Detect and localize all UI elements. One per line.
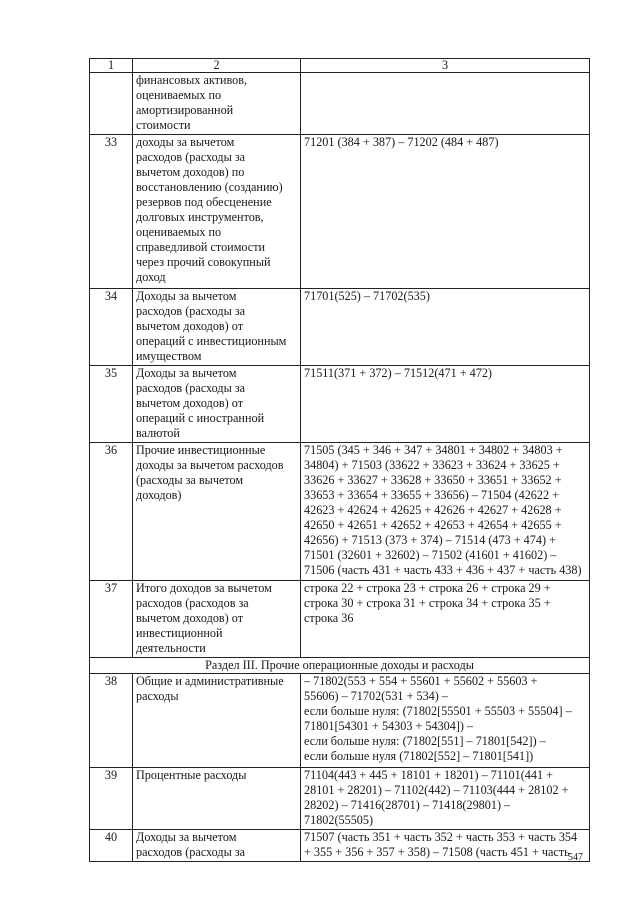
page-number: 547 bbox=[568, 852, 583, 863]
row-name: Процентные расходы bbox=[133, 768, 301, 830]
row-formula: 71201 (384 + 387) – 71202 (484 + 487) bbox=[301, 135, 590, 289]
row-number bbox=[90, 73, 133, 135]
row-number: 33 bbox=[90, 135, 133, 289]
row-number: 35 bbox=[90, 366, 133, 443]
header-col-2: 2 bbox=[133, 59, 301, 73]
table-row bbox=[90, 135, 590, 289]
row-name: Доходы за вычетом расходов (расходы за вычетом доходов) от операций с инвестиционным имуществом bbox=[133, 289, 301, 366]
row-formula: 71701(525) – 71702(535) bbox=[301, 289, 590, 366]
row-name: доходы за вычетом расходов (расходы за вычетом доходов) по восстановлению (созданию) резервов под обесценение долговых инструментов, оцениваемых по справедливой стоимости через прочий совокупный доход bbox=[133, 135, 301, 289]
row-name: Доходы за вычетом расходов (расходы за вычетом доходов) от операций с иностранной валютой bbox=[133, 366, 301, 443]
table-header-row bbox=[90, 59, 590, 73]
row-name: Общие и административные расходы bbox=[133, 674, 301, 768]
row-number: 36 bbox=[90, 443, 133, 581]
section-row bbox=[90, 658, 590, 674]
data-table bbox=[89, 58, 590, 862]
row-formula: 71104(443 + 445 + 18101 + 18201) – 71101(441 + 28101 + 28201) – 71102(442) – 71103(444 + 28102 + 28202) – 71416(28701) – 71418(29801) – 71802(55505) bbox=[301, 768, 590, 830]
row-formula: 71507 (часть 351 + часть 352 + часть 353 + часть 354 + 355 + 356 + 357 + 358) – 71508 (часть 451 + часть bbox=[301, 830, 590, 862]
row-name: Доходы за вычетом расходов (расходы за bbox=[133, 830, 301, 862]
header-col-3: 3 bbox=[301, 59, 590, 73]
row-number: 38 bbox=[90, 674, 133, 768]
row-number: 40 bbox=[90, 830, 133, 862]
table-row bbox=[90, 73, 590, 135]
header-col-1: 1 bbox=[90, 59, 133, 73]
table-row bbox=[90, 289, 590, 366]
table-row bbox=[90, 768, 590, 830]
row-name: финансовых активов, оцениваемых по амортизированной стоимости bbox=[133, 73, 301, 135]
row-formula bbox=[301, 73, 590, 135]
table-row bbox=[90, 581, 590, 658]
row-name: Итого доходов за вычетом расходов (расходов за вычетом доходов) от инвестиционной деятельности bbox=[133, 581, 301, 658]
table-row bbox=[90, 366, 590, 443]
table-row bbox=[90, 674, 590, 768]
row-name: Прочие инвестиционные доходы за вычетом расходов (расходы за вычетом доходов) bbox=[133, 443, 301, 581]
row-formula: – 71802(553 + 554 + 55601 + 55602 + 55603 + 55606) – 71702(531 + 534) – если больше нуля: (71802[55501 + 55503 + 55504] – 71801[54301 + 54303 + 54304]) – если больше нуля: (71802[551] – 71801[542]) – если больше нуля (71802[552] – 71801[541]) bbox=[301, 674, 590, 768]
section-title: Раздел III. Прочие операционные доходы и расходы bbox=[90, 658, 590, 674]
table-row bbox=[90, 443, 590, 581]
row-number: 39 bbox=[90, 768, 133, 830]
row-number: 37 bbox=[90, 581, 133, 658]
row-formula: строка 22 + строка 23 + строка 26 + строка 29 + строка 30 + строка 31 + строка 34 + строка 35 + строка 36 bbox=[301, 581, 590, 658]
row-formula: 71511(371 + 372) – 71512(471 + 472) bbox=[301, 366, 590, 443]
row-number: 34 bbox=[90, 289, 133, 366]
row-formula: 71505 (345 + 346 + 347 + 34801 + 34802 + 34803 + 34804) + 71503 (33622 + 33623 + 33624 + 33625 + 33626 + 33627 + 33628 + 33650 + 33651 + 33652 + 33653 + 33654 + 33655 + 33656) – 71504 (42622 + 42623 + 42624 + 42625 + 42626 + 42627 + 42628 + 42650 + 42651 + 42652 + 42653 + 42654 + 42655 + 42656) + 71513 (373 + 374) – 71514 (473 + 474) + 71501 (32601 + 32602) – 71502 (41601 + 41602) – 71506 (часть 431 + часть 433 + 436 + 437 + часть 438) bbox=[301, 443, 590, 581]
table-row bbox=[90, 830, 590, 862]
